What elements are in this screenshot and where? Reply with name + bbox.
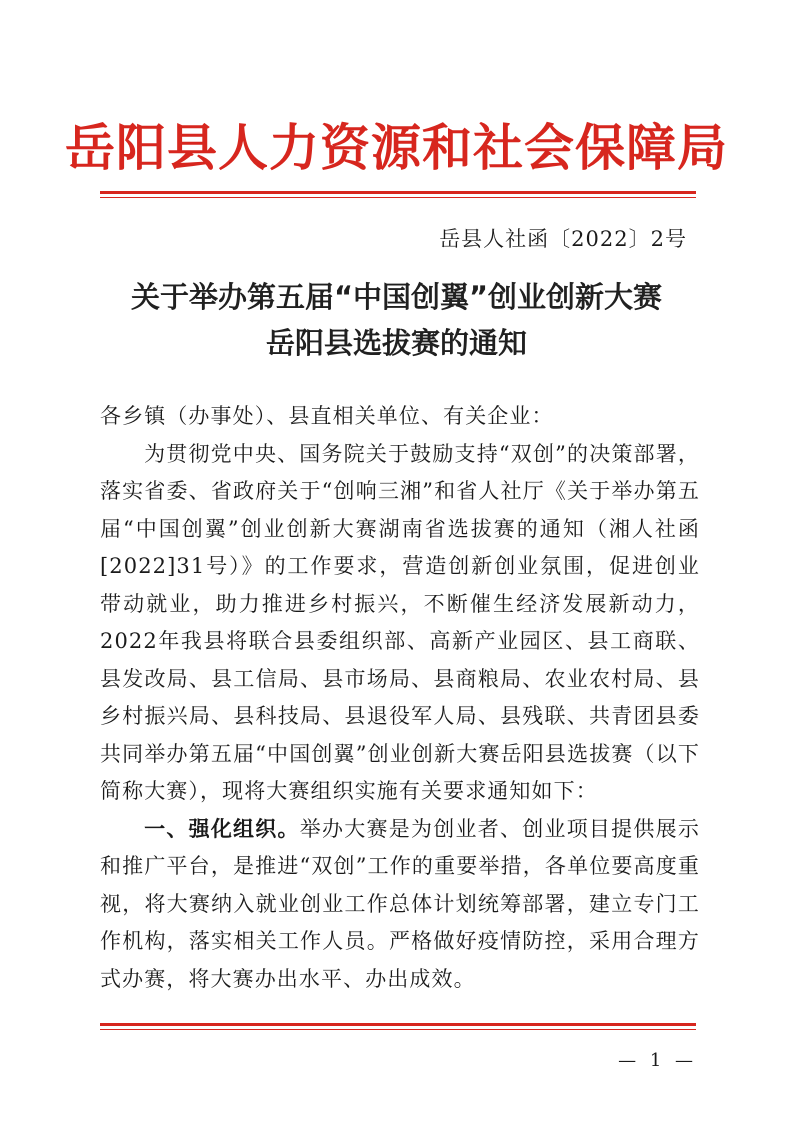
- section-1-heading: 一、强化组织。: [144, 816, 300, 841]
- notice-title-line-2: 岳阳县选拔赛的通知: [265, 326, 527, 360]
- document-number: 岳县人社函〔2022〕2号: [439, 227, 687, 251]
- notice-title: [0, 274, 793, 366]
- document-body: [100, 398, 700, 998]
- body-paragraph-1: 为贯彻党中央、国务院关于鼓励支持“双创”的决策部署，落实省委、省政府关于“创响三湘”和省人社厅《关于举办第五届“中国创翼”创业创新大赛湖南省选拔赛的通知（湘人社函[2022]31号）》的工作要求，营造创新创业氛围，促进创业带动就业，助力推进乡村振兴，不断催生经济发展新动力，2022年我县将联合县委组织部、高新产业园区、县工商联、县发改局、县工信局、县市场局、县商粮局、农业农村局、县乡村振兴局、县科技局、县退役军人局、县残联、共青团县委共同举办第五届“中国创翼”创业创新大赛岳阳县选拔赛（以下简称大赛），现将大赛组织实施有关要求通知如下：: [100, 441, 700, 803]
- notice-title-line-1: 关于举办第五届“中国创翼”创业创新大赛: [130, 280, 663, 314]
- header-red-rule-thick: [100, 191, 696, 194]
- footer-red-rule-thin: [100, 1029, 696, 1030]
- salutation: 各乡镇（办事处）、县直相关单位、有关企业：: [100, 404, 554, 428]
- section-1-text: 举办大赛是为创业者、创业项目提供展示和推广平台，是推进“双创”工作的重要举措，各单位要高度重视，将大赛纳入就业创业工作总体计划统筹部署，建立专门工作机构，落实相关工作人员。严格做好疫情防控，采用合理方式办赛，将大赛办出水平、办出成效。: [100, 816, 700, 991]
- footer-red-rule-thick: [100, 1023, 696, 1026]
- page-number: — 1 —: [618, 1050, 697, 1071]
- section-1-paragraph: [100, 811, 700, 999]
- header-red-rule-thin: [100, 197, 696, 198]
- issuing-organization-header: 岳阳县人力资源和社会保障局: [65, 118, 728, 177]
